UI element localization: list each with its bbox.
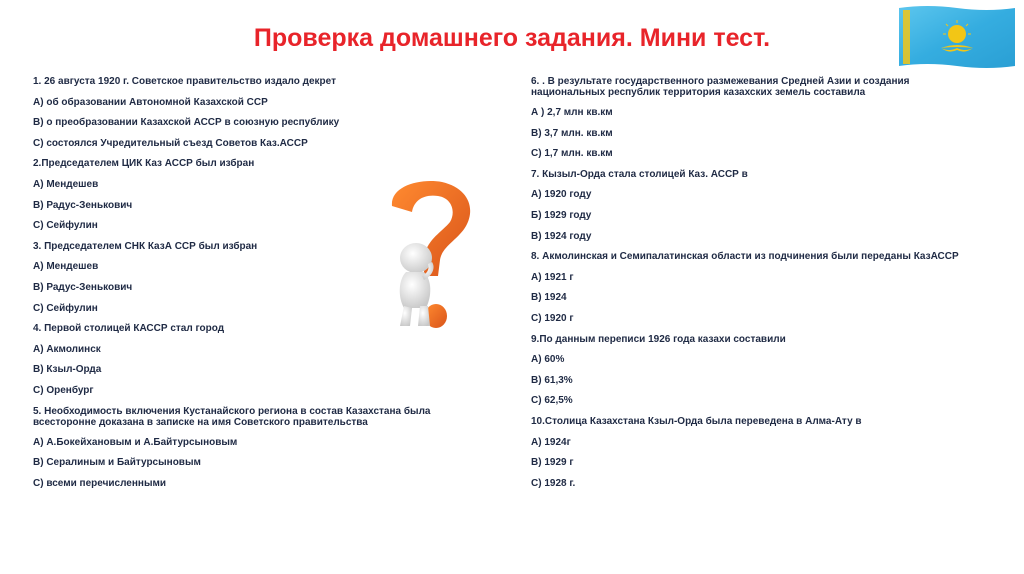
answer-option: С) 62,5% [531,395,573,407]
answer-option: В) 1929 г [531,457,574,469]
answer-option: В) Радус-Зенькович [33,281,133,293]
question-9: 9.По данным переписи 1926 года казахи составили [531,333,786,345]
questions-right-column [531,76,981,498]
answer-option: А) А.Бокейхановым и А.Байтурсыновым [33,436,238,448]
answer-option: С) состоялся Учредительный съезд Советов Каз.АССР [33,137,308,149]
answer-option: С) Сейфулин [33,302,98,314]
answer-option: В) 61,3% [531,374,573,386]
answer-option: С) 1,7 млн. кв.км [531,148,613,160]
answer-option: В) Сералиным и Байтурсыновым [33,457,201,469]
answer-option: А) Мендешев [33,178,99,190]
answer-option: С) Сейфулин [33,220,98,232]
answer-option: В) о преобразовании Казахской АССР в союзную республику [33,117,340,129]
answer-option: В) 3,7 млн. кв.км [531,127,613,139]
answer-option: В) Радус-Зенькович [33,199,133,211]
question-7: 7. Кызыл-Орда стала столицей Каз. АССР в [531,168,748,180]
answer-option: А ) 2,7 млн кв.км [531,107,613,118]
answer-option: А) об образовании Автономной Казахской ССР [33,96,268,108]
answer-option: В) Кзыл-Орда [33,364,102,376]
question-2: 2.Председателем ЦИК Каз АССР был избран [33,158,255,170]
answer-option: А) 1924г [531,436,571,448]
question-1: 1. 26 августа 1920 г. Советское правительство издало декрет [33,76,336,87]
thinking-figure-question-mark-icon [380,176,480,332]
question-5: 5. Необходимость включения Кустанайского региона в состав Казахстана была всесторонне доказана в записке на имя Советского правительства [33,405,431,428]
question-3: 3. Председателем СНК КазА ССР был избран [33,240,258,252]
kazakhstan-flag-icon [897,4,1017,70]
answer-option: В) 1924 году [531,230,592,242]
answer-option: А) Мендешев [33,261,99,273]
answer-option: С) Оренбург [33,384,94,396]
answer-option: С) 1920 г [531,312,574,324]
question-4: 4. Первой столицей КАССР стал город [33,323,225,335]
question-6: 6. . В результате государственного размежевания Средней Азии и создания национальных республик территория казахских земель составила [531,76,910,98]
question-10: 10.Столица Казахстана Кзыл-Орда была переведена в Алма-Ату в [531,415,862,427]
answer-option: А) Акмолинск [33,343,101,355]
answer-option: А) 1921 г [531,271,574,283]
answer-option: С) всеми перечисленными [33,477,167,489]
answer-option: Б) 1929 году [531,209,592,221]
answer-option: А) 1920 году [531,189,592,201]
slide-title: Проверка домашнего задания. Мини тест. [253,24,771,52]
answer-option: С) 1928 г. [531,477,576,489]
answer-option: В) 1924 [531,292,567,304]
question-8: 8. Акмолинская и Семипалатинская области из подчинения были переданы КазАССР [531,251,959,263]
answer-option: А) 60% [531,354,565,366]
